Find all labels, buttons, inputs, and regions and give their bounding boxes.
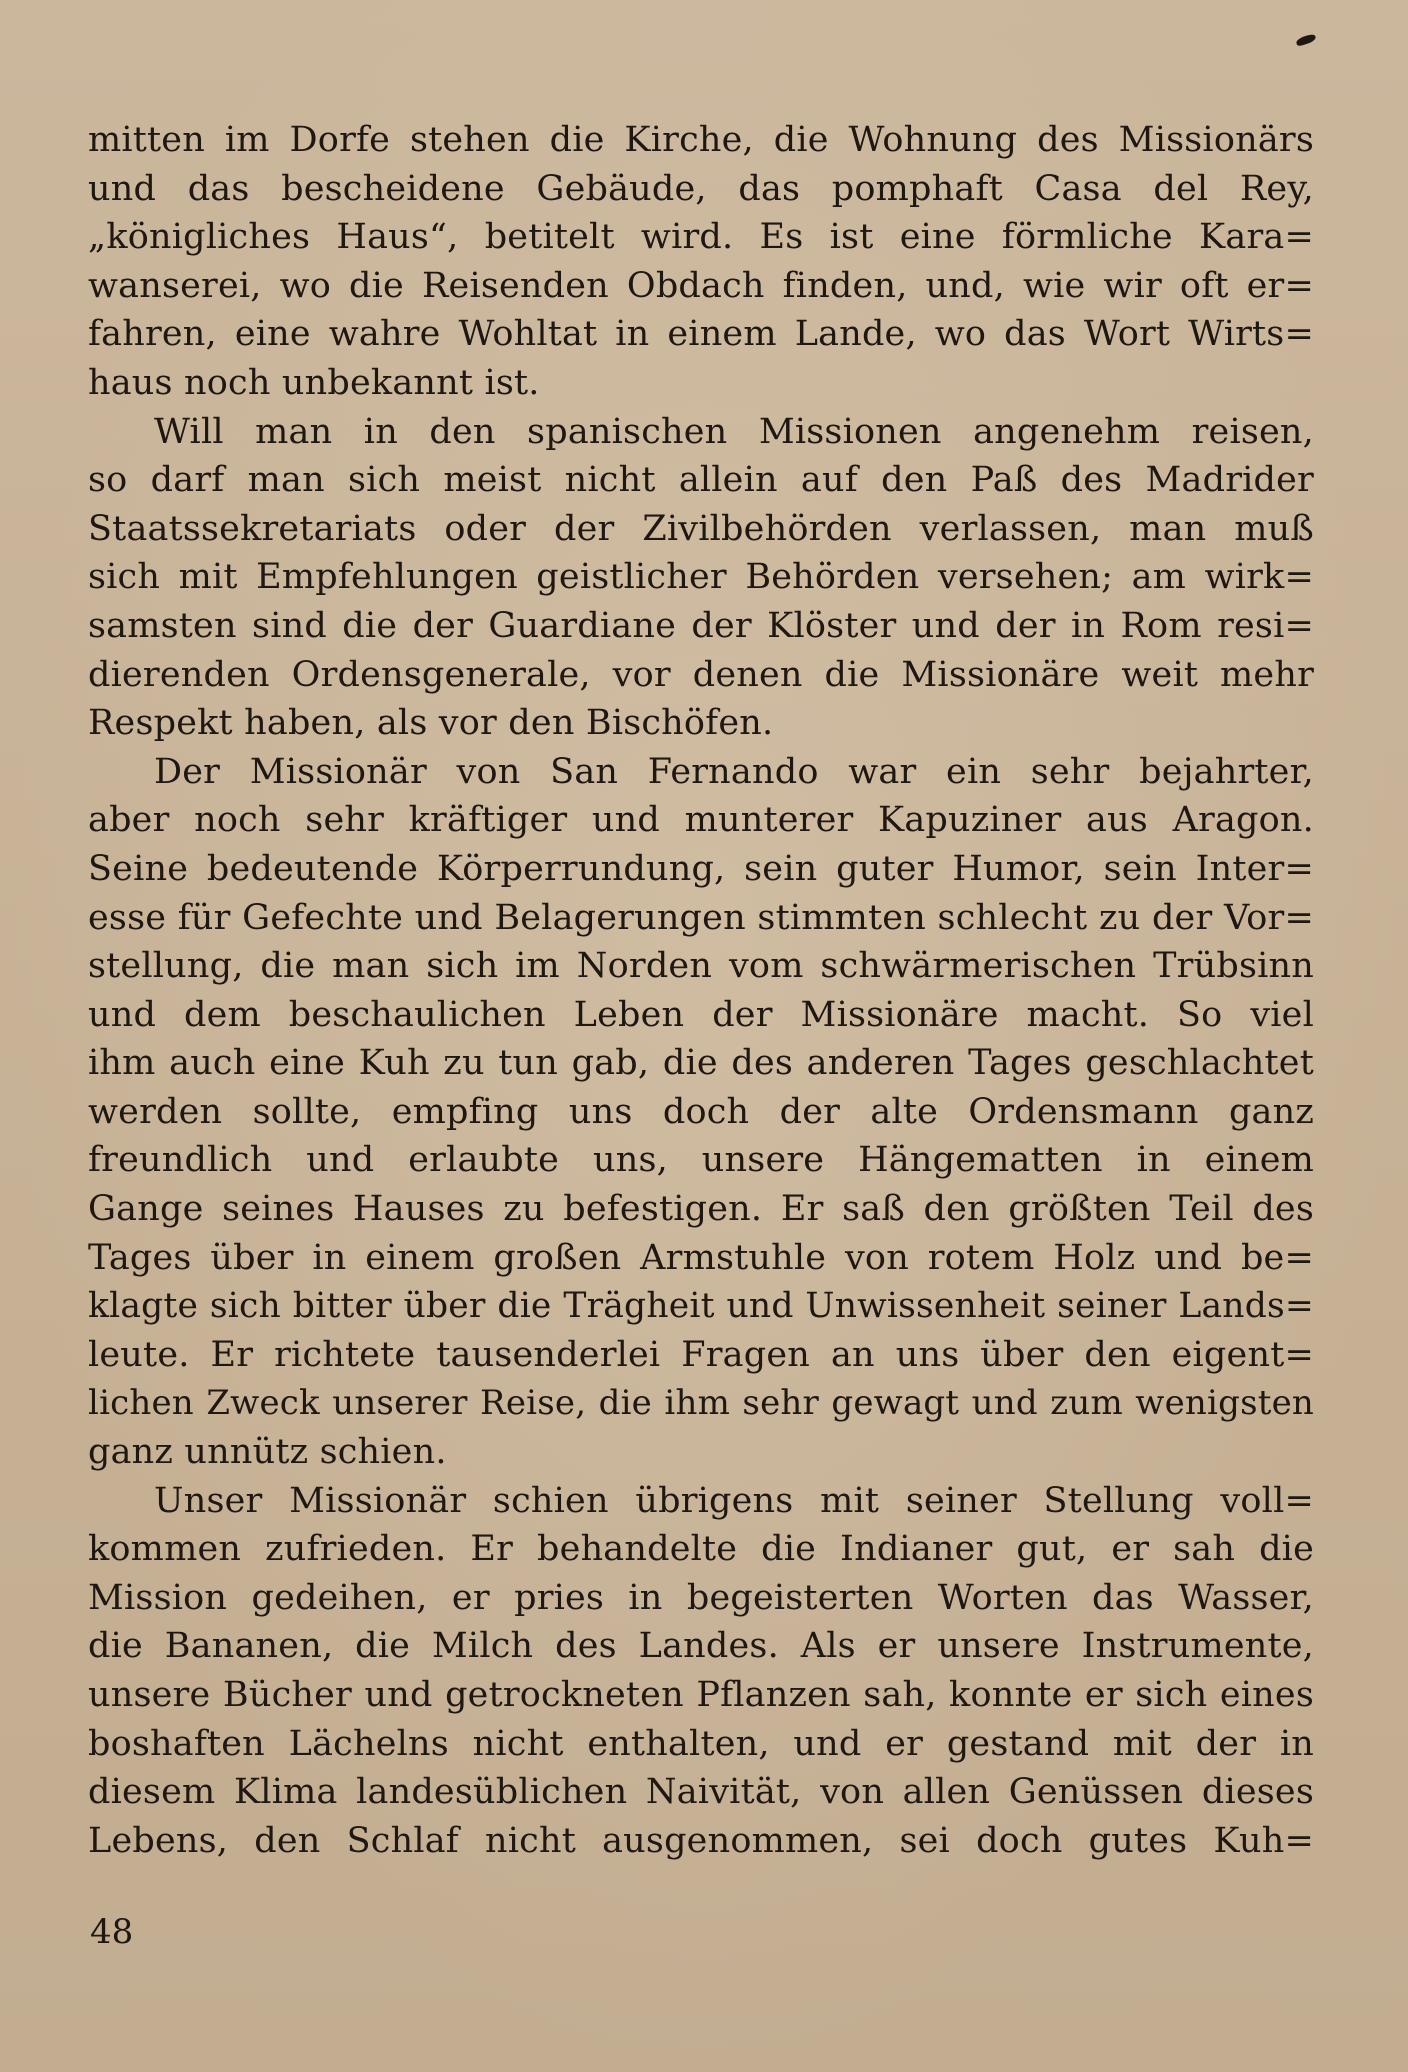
- text-line: klagte sich bitter über die Trägheit und Unwissenheit seiner Lands=: [88, 1286, 1314, 1327]
- text-line: freundlich und erlaubte uns, unsere Hängematten in einem: [88, 1140, 1314, 1181]
- text-line: die Bananen, die Milch des Landes. Als er unsere Instrumente,: [88, 1626, 1314, 1667]
- text-line: Will man in den spanischen Missionen angenehm reisen,: [154, 411, 1314, 452]
- text-line: Seine bedeutende Körperrundung, sein guter Humor, sein Inter=: [88, 848, 1314, 889]
- text-line: haus noch unbekannt ist.: [88, 362, 540, 403]
- text-line: sich mit Empfehlungen geistlicher Behörden versehen; am wirk=: [88, 557, 1314, 598]
- text-line: aber noch sehr kräftiger und munterer Kapuziner aus Aragon.: [88, 800, 1314, 841]
- text-line: unsere Bücher und getrockneten Pflanzen sah, konnte er sich eines: [88, 1675, 1314, 1715]
- text-line: Unser Missionär schien übrigens mit seiner Stellung voll=: [154, 1480, 1314, 1521]
- text-line: fahren, eine wahre Wohltat in einem Lande, wo das Wort Wirts=: [88, 314, 1314, 355]
- text-line: stellung, die man sich im Norden vom schwärmerischen Trübsinn: [88, 946, 1314, 987]
- text-line: esse für Gefechte und Belagerungen stimmten schlecht zu der Vor=: [88, 897, 1314, 938]
- text-line: ihm auch eine Kuh zu tun gab, die des anderen Tages geschlachtet: [88, 1043, 1314, 1084]
- text-line: wanserei, wo die Reisenden Obdach finden, und, wie wir oft er=: [88, 265, 1314, 306]
- text-line: ganz unnütz schien.: [88, 1432, 447, 1473]
- page-number: 48: [90, 1912, 134, 1952]
- text-line: boshaften Lächelns nicht enthalten, und er gestand mit der in: [88, 1723, 1314, 1764]
- text-line: so darf man sich meist nicht allein auf den Paß des Madrider: [88, 460, 1314, 501]
- text-line: Gange seines Hauses zu befestigen. Er saß den größten Teil des: [88, 1189, 1314, 1230]
- text-line: Staatssekretariats oder der Zivilbehörden verlassen, man muß: [88, 508, 1314, 549]
- text-line: Tages über in einem großen Armstuhle von rotem Holz und be=: [88, 1237, 1314, 1278]
- text-line: lichen Zweck unserer Reise, die ihm sehr gewagt und zum wenigsten: [88, 1383, 1314, 1424]
- text-line: werden sollte, empfing uns doch der alte Ordensmann ganz: [88, 1091, 1314, 1132]
- body-text: [88, 116, 1314, 1865]
- text-line: dierenden Ordensgenerale, vor denen die Missionäre weit mehr: [88, 654, 1314, 695]
- text-line: Mission gedeihen, er pries in begeisterten Worten das Wasser,: [88, 1577, 1314, 1618]
- text-line: diesem Klima landesüblichen Naivität, von allen Genüssen dieses: [88, 1772, 1314, 1813]
- ink-mark: [1295, 33, 1316, 47]
- text-line: samsten sind die der Guardiane der Klöster und der in Rom resi=: [88, 605, 1314, 646]
- text-line: Der Missionär von San Fernando war ein sehr bejahrter,: [154, 751, 1314, 792]
- text-line: mitten im Dorfe stehen die Kirche, die Wohnung des Missionärs: [88, 120, 1314, 160]
- text-line: Respekt haben, als vor den Bischöfen.: [88, 703, 774, 744]
- text-line: leute. Er richtete tausenderlei Fragen an uns über den eigent=: [88, 1334, 1314, 1375]
- text-line: kommen zufrieden. Er behandelte die Indianer gut, er sah die: [88, 1529, 1314, 1570]
- text-line: und das bescheidene Gebäude, das pomphaft Casa del Rey,: [88, 168, 1314, 209]
- text-line: Lebens, den Schlaf nicht ausgenommen, sei doch gutes Kuh=: [88, 1820, 1314, 1861]
- text-line: und dem beschaulichen Leben der Missionäre macht. So viel: [88, 994, 1314, 1035]
- text-line: „königliches Haus“, betitelt wird. Es ist eine förmliche Kara=: [88, 217, 1314, 258]
